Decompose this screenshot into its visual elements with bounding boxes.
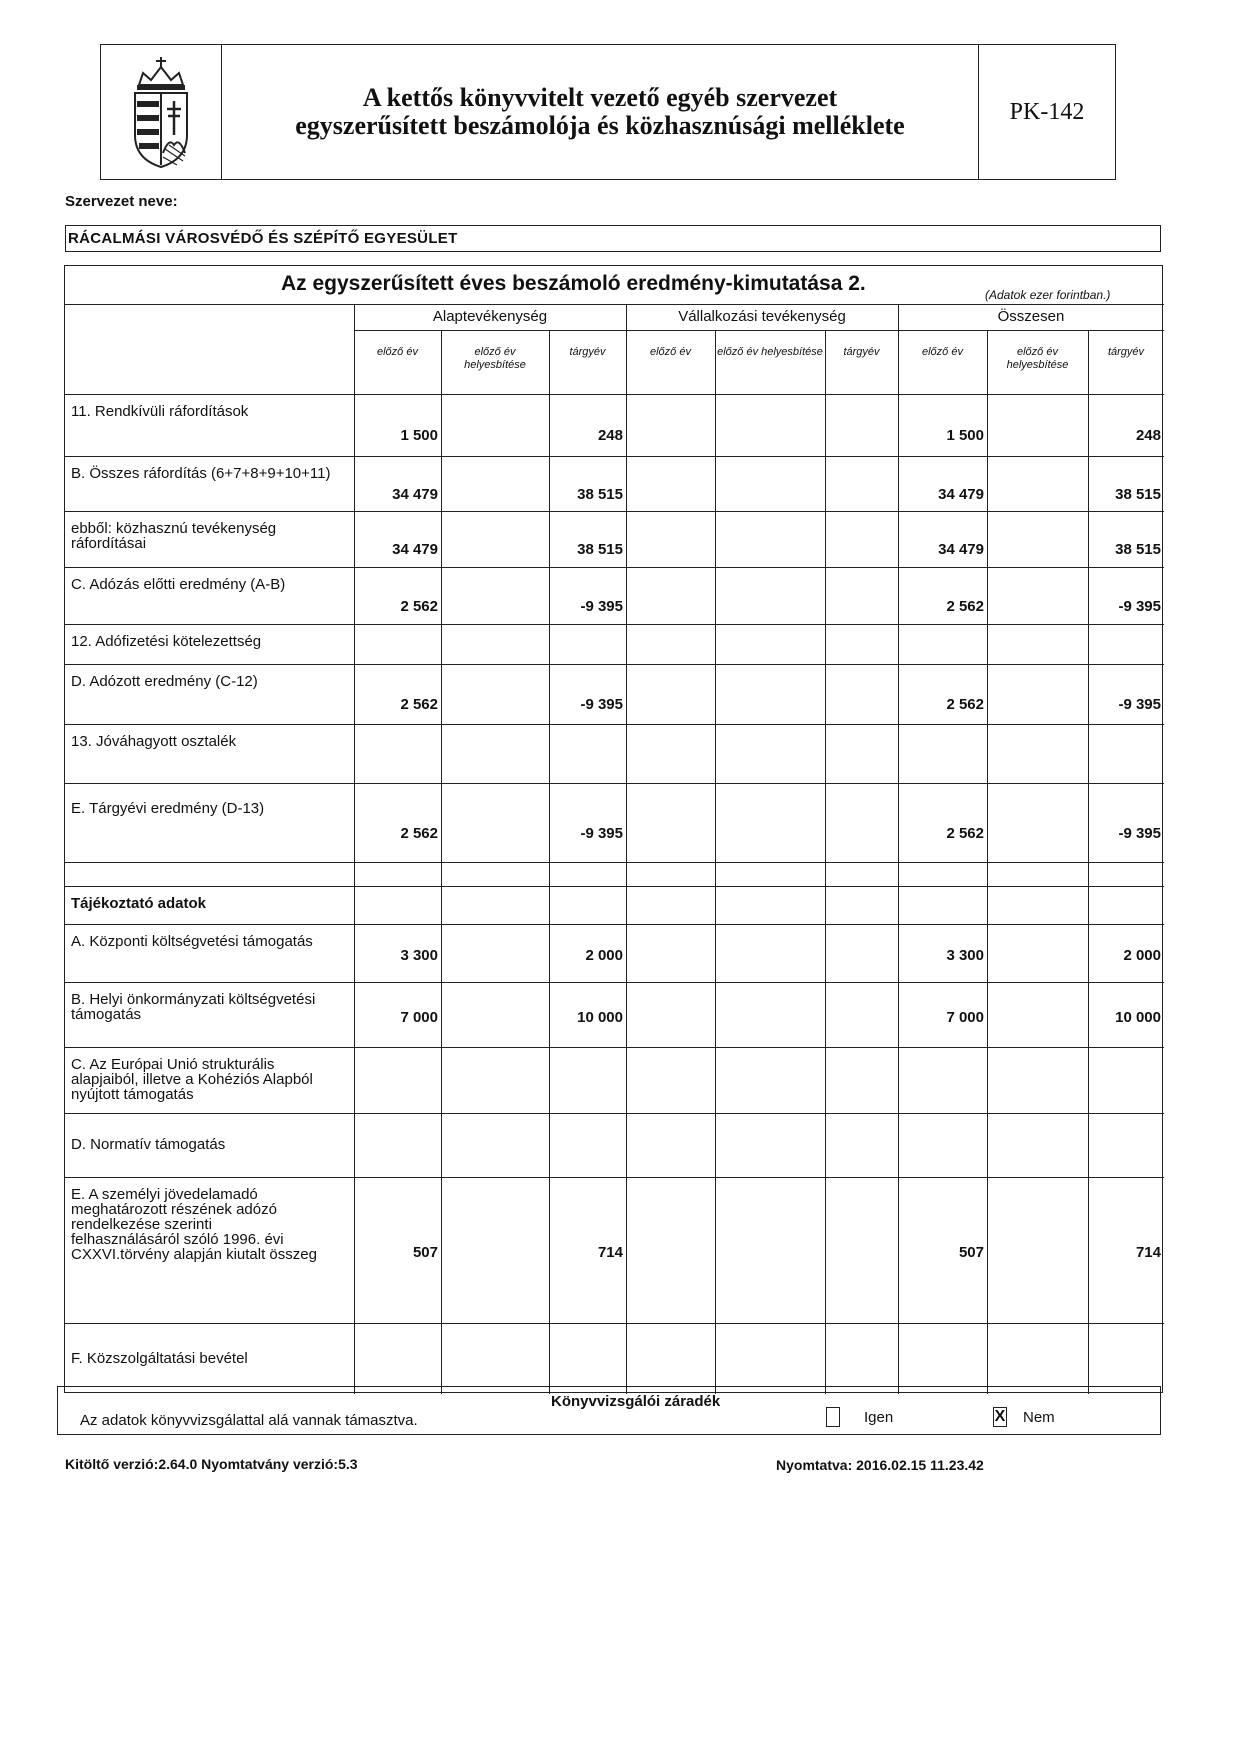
table-cell: 2 562 [400, 598, 438, 615]
table-title-row [65, 266, 1164, 304]
form-title-line1: A kettős könyvvitelt vezető egyéb szervezet [362, 83, 838, 112]
grid-line [65, 1047, 1164, 1048]
table-cell: 2 000 [585, 947, 623, 964]
grid-line [987, 330, 988, 1394]
audit-statement: Az adatok könyvvizsgálattal alá vannak támasztva. [80, 1412, 418, 1429]
table-cell: 38 515 [577, 486, 623, 503]
grid-line [441, 330, 442, 1394]
table-cell: 714 [1135, 1244, 1161, 1261]
row-label: 12. Adófizetési kötelezettség [71, 633, 262, 650]
grid-line [65, 394, 1164, 395]
yes-checkbox[interactable] [826, 1407, 840, 1427]
table-cell: 38 515 [1115, 486, 1161, 503]
table-cell: 34 479 [392, 486, 438, 503]
table-cell: 38 515 [1115, 541, 1161, 558]
print-timestamp: Nyomtatva: 2016.02.15 11.23.42 [776, 1457, 984, 1473]
table-cell: 34 479 [938, 541, 984, 558]
form-title [222, 45, 978, 179]
column-subheader: tárgyév [843, 346, 880, 358]
table-cell: 2 562 [400, 696, 438, 713]
row-label: C. Adózás előtti eredmény (A-B) [71, 576, 286, 593]
column-subheader: tárgyév [1107, 346, 1145, 358]
income-statement-table [64, 265, 1163, 1393]
grid-line [65, 456, 1164, 457]
row-label: 13. Jóváhagyott osztalék [71, 733, 237, 750]
column-subheader: tárgyév [569, 346, 606, 358]
info-row-label: F. Közszolgáltatási bevétel [71, 1350, 248, 1367]
grid-line [65, 982, 1164, 983]
column-subheader: előző év [650, 346, 691, 358]
grid-line [65, 924, 1164, 925]
grid-line [65, 624, 1164, 625]
info-row-label: C. Az Európai Unió strukturális alapjaiból, illetve a Kohéziós Alapból nyújtott támogatás [71, 1056, 313, 1103]
grid-line [65, 1177, 1164, 1178]
table-cell: 1 500 [946, 427, 984, 444]
table-cell: 3 300 [946, 947, 984, 964]
table-cell: -9 395 [1118, 825, 1161, 842]
grid-line [65, 783, 1164, 784]
grid-line [65, 862, 1164, 863]
column-subheader: előző év helyesbítése [1006, 346, 1069, 371]
form-title-line2: egyszerűsített beszámolója és közhasznúsági melléklete [295, 111, 905, 140]
grid-line [825, 330, 826, 1394]
grid-line [354, 304, 355, 1394]
row-label: 11. Rendkívüli ráfordítások [71, 403, 249, 420]
table-cell: 248 [1135, 427, 1161, 444]
info-row-label: B. Helyi önkormányzati költségvetési támogatás [71, 991, 316, 1023]
table-title: Az egyszerűsített éves beszámoló eredmény-kimutatása 2. [281, 272, 866, 295]
crest-cell [101, 45, 222, 179]
table-cell: -9 395 [580, 598, 623, 615]
table-cell: 507 [412, 1244, 438, 1261]
organization-label: Szervezet neve: [65, 193, 178, 210]
table-cell: 2 562 [400, 825, 438, 842]
grid-line [65, 664, 1164, 665]
table-cell: 507 [958, 1244, 984, 1261]
grid-line [65, 511, 1164, 512]
no-checkbox[interactable]: X [994, 1408, 1006, 1425]
row-label: E. Tárgyévi eredmény (D-13) [71, 800, 265, 817]
column-subheader: előző év helyesbítése [464, 346, 526, 371]
column-subheader: előző év [377, 346, 418, 358]
table-cell: -9 395 [1118, 696, 1161, 713]
group-header-vallalkozasi: Vállalkozási tevékenység [678, 308, 846, 325]
grid-line [65, 1113, 1164, 1114]
row-label: B. Összes ráfordítás (6+7+8+9+10+11) [71, 465, 331, 482]
info-row-label: D. Normatív támogatás [71, 1136, 226, 1153]
grid-line [65, 886, 1164, 887]
grid-line [65, 567, 1164, 568]
info-section-header: Tájékoztató adatok [71, 895, 207, 912]
form-header [100, 44, 1116, 180]
table-cell: -9 395 [580, 825, 623, 842]
table-cell: 38 515 [577, 541, 623, 558]
column-subheader: előző év [922, 346, 963, 358]
row-label: D. Adózott eredmény (C-12) [71, 673, 258, 690]
table-cell: 10 000 [1115, 1009, 1161, 1026]
grid-line [354, 330, 1164, 331]
table-cell: 714 [597, 1244, 623, 1261]
table-cell: 34 479 [392, 541, 438, 558]
version-info: Kitöltő verzió:2.64.0 Nyomtatvány verzió:5.3 [65, 1456, 358, 1472]
grid-line [715, 330, 716, 1394]
table-cell: 7 000 [400, 1009, 438, 1026]
table-cell: -9 395 [580, 696, 623, 713]
group-header-osszesen: Összesen [997, 308, 1065, 325]
info-row-label: A. Központi költségvetési támogatás [71, 933, 313, 950]
table-cell: 2 000 [1123, 947, 1161, 964]
table-cell: 248 [597, 427, 623, 444]
table-cell: 1 500 [400, 427, 438, 444]
table-cell: 7 000 [946, 1009, 984, 1026]
unit-note: (Adatok ezer forintban.) [985, 288, 1111, 302]
hungarian-coat-of-arms-icon [125, 53, 197, 171]
column-subheader: előző év helyesbítése [717, 346, 823, 358]
no-label: Nem [1023, 1409, 1055, 1426]
table-cell: 2 562 [946, 825, 984, 842]
grid-line [626, 304, 627, 1394]
table-cell: 2 562 [946, 598, 984, 615]
grid-line [65, 1323, 1164, 1324]
table-cell: 3 300 [400, 947, 438, 964]
form-code: PK-142 [978, 45, 1115, 179]
audit-clause-box [57, 1386, 1161, 1435]
table-cell: 34 479 [938, 486, 984, 503]
table-cell: -9 395 [1118, 598, 1161, 615]
yes-label: Igen [864, 1409, 894, 1426]
organization-name-field[interactable]: RÁCALMÁSI VÁROSVÉDŐ ÉS SZÉPÍTŐ EGYESÜLET [65, 225, 1161, 252]
row-label: ebből: közhasznú tevékenység ráfordításai [71, 520, 277, 552]
table-cell: 2 562 [946, 696, 984, 713]
grid-line [65, 724, 1164, 725]
table-cell: 10 000 [577, 1009, 623, 1026]
audit-clause-label: Könyvvizsgálói záradék [551, 1393, 721, 1410]
group-header-alap: Alaptevékenység [432, 308, 548, 325]
info-row-label: E. A személyi jövedelamadó meghatározott részének adózó rendelkezése szerinti felhasználásáról szóló 1996. évi CXXVI.törvény alapján kiutalt összeg [71, 1186, 317, 1263]
grid-line [898, 304, 899, 1394]
